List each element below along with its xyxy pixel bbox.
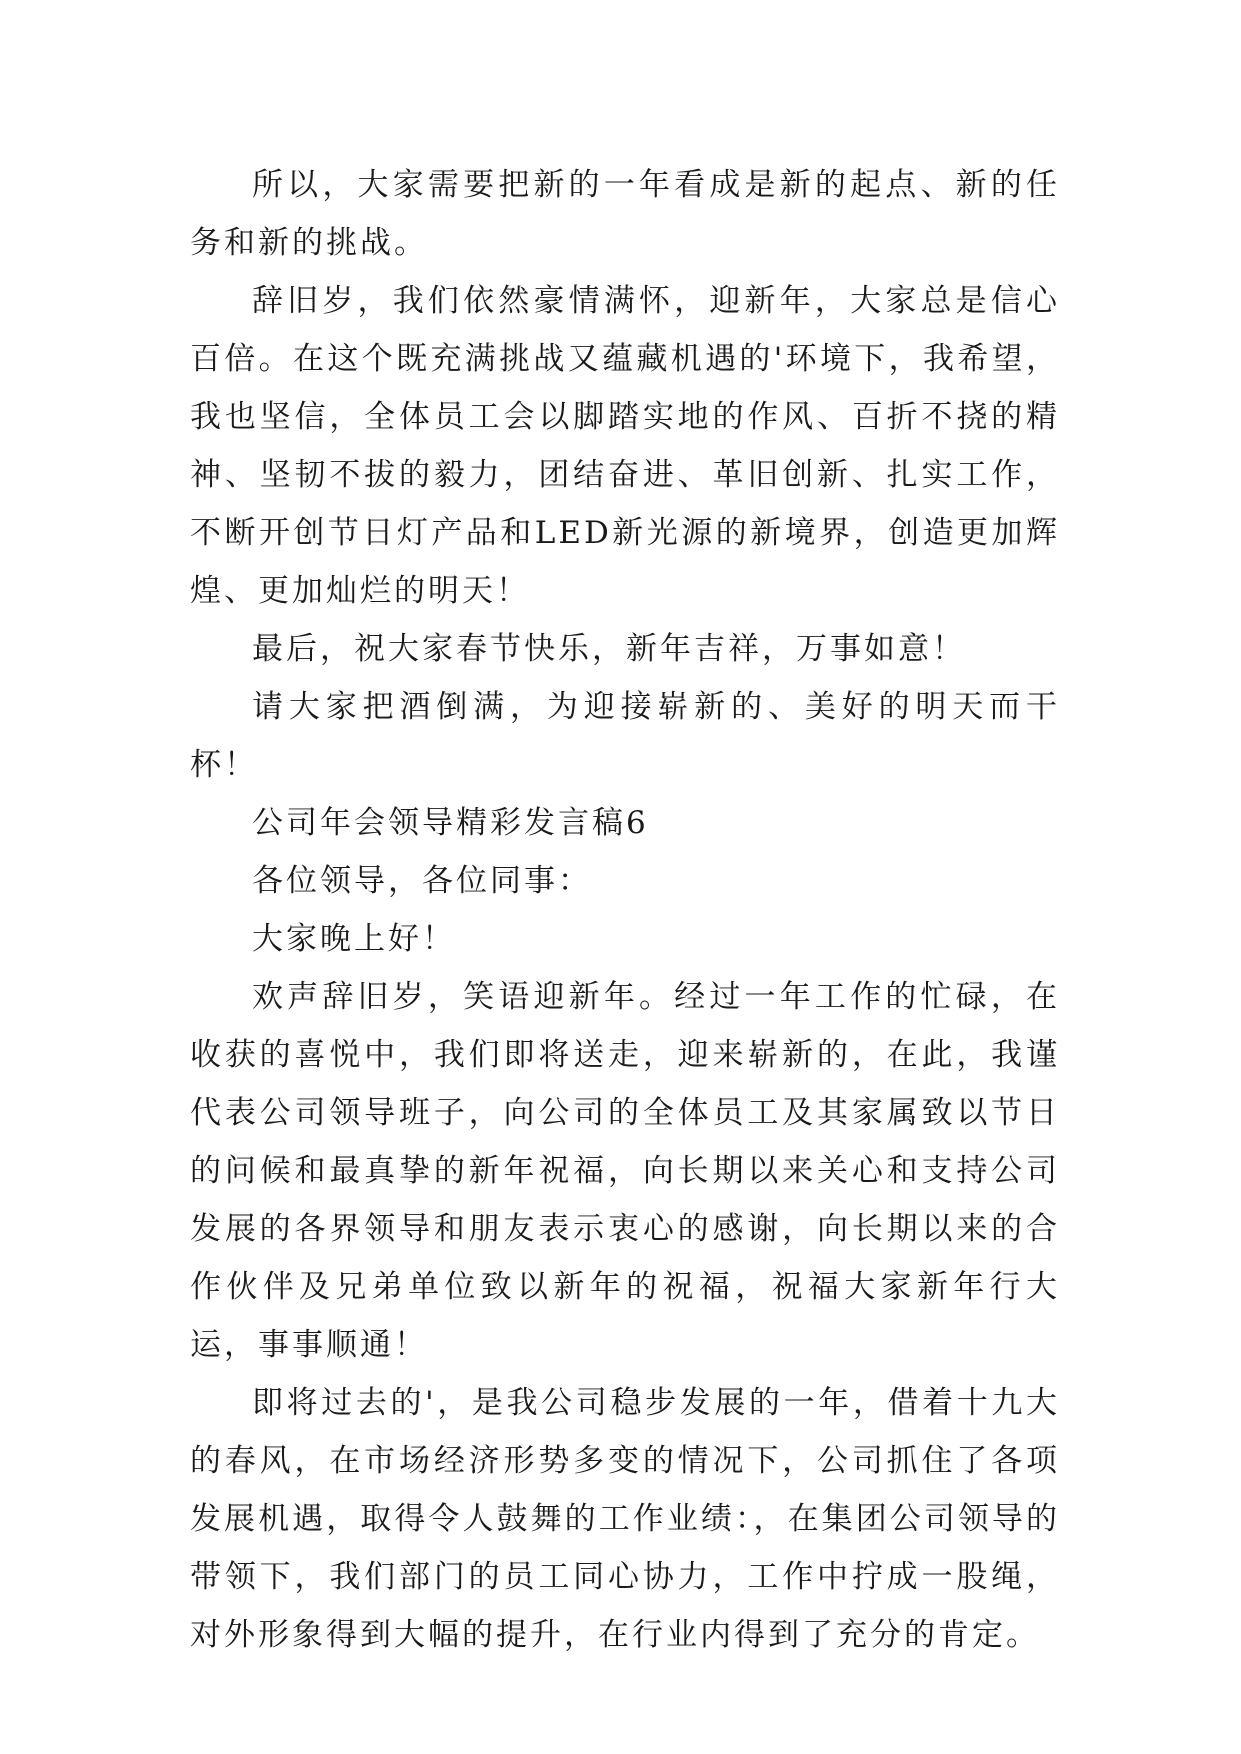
paragraph: 辞旧岁，我们依然豪情满怀，迎新年，大家总是信心百倍。在这个既充满挑战又蕴藏机遇的'环境下，我希望，我也坚信，全体员工会以脚踏实地的作风、百折不挠的精神、坚韧不拔的毅力，团结奋进、革旧创新、扎实工作，不断开创节日灯产品和LED新光源的新境界，创造更加辉煌、更加灿烂的明天！ [190,283,1060,609]
greeting: 大家晚上好！ [252,921,456,957]
paragraph: 所以，大家需要把新的一年看成是新的起点、新的任务和新的挑战。 [190,167,1060,261]
paragraph: 即将过去的'，是我公司稳步发展的一年，借着十九大的春风，在市场经济形势多变的情况下，公司抓住了各项发展机遇，取得令人鼓舞的工作业绩：，在集团公司领导的带领下，我们部门的员工同心协力，工作中拧成一股绳，对外形象得到大幅的提升，在行业内得到了充分的肯定。 [190,1385,1060,1653]
paragraph: 欢声辞旧岁，笑语迎新年。经过一年工作的忙碌，在收获的喜悦中，我们即将送走，迎来崭新的，在此，我谨代表公司领导班子，向公司的全体员工及其家属致以节日的问候和最真挚的新年祝福，向长期以来关心和支持公司发展的各界领导和朋友表示衷心的感谢，向长期以来的合作伙伴及兄弟单位致以新年的祝福，祝福大家新年行大运，事事顺通！ [190,979,1060,1363]
paragraph: 请大家把酒倒满，为迎接崭新的、美好的明天而干杯！ [190,689,1060,783]
document-body [190,156,1060,1664]
section-title: 公司年会领导精彩发言稿6 [252,805,649,841]
salutation: 各位领导，各位同事： [252,863,592,899]
paragraph: 最后，祝大家春节快乐，新年吉祥，万事如意！ [252,631,966,667]
